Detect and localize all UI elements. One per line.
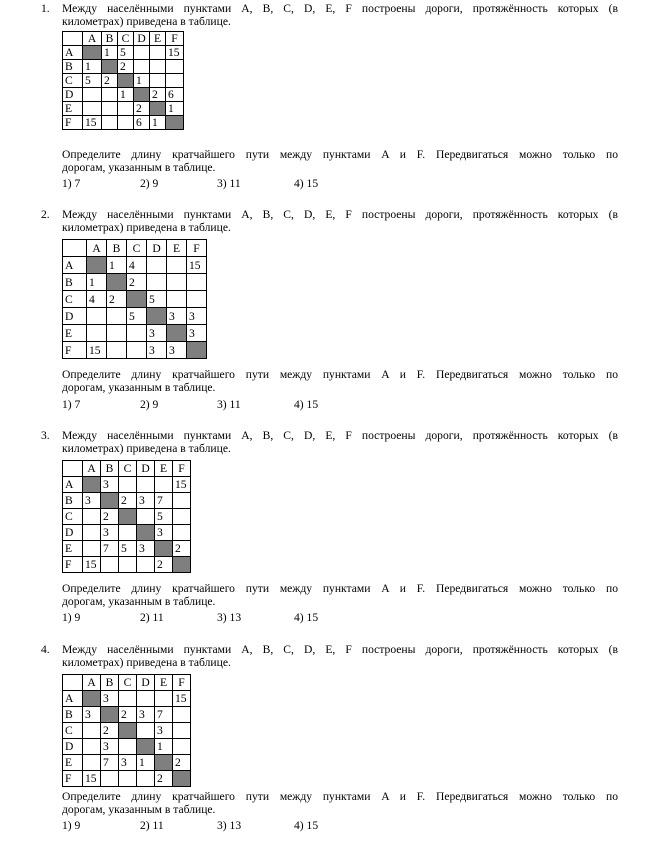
- task-number: 2.: [41, 208, 50, 221]
- table-header-row: [63, 32, 184, 46]
- diagonal-cell: [166, 116, 184, 130]
- distance-cell: 3: [137, 707, 155, 723]
- distance-cell: 3: [147, 325, 167, 342]
- answer-option-2[interactable]: 2) 11: [140, 611, 164, 624]
- distance-cell: [187, 291, 207, 308]
- distance-cell: [150, 60, 166, 74]
- answer-options: [62, 398, 362, 411]
- diagonal-cell: [134, 88, 150, 102]
- question-line: Определите длину кратчайшего пути между пунктами A и F. Передвигаться можно только по: [62, 368, 618, 381]
- column-header: B: [101, 461, 119, 477]
- distance-cell: 3: [187, 308, 207, 325]
- table-row: [63, 739, 191, 755]
- distance-cell: 6: [134, 116, 150, 130]
- column-header: E: [155, 461, 173, 477]
- answer-option-1[interactable]: 1) 9: [62, 819, 81, 832]
- corner-cell: [63, 32, 83, 46]
- column-header: B: [101, 675, 119, 691]
- distance-cell: [127, 325, 147, 342]
- answer-option-4[interactable]: 4) 15: [294, 177, 319, 190]
- question-line: Определите длину кратчайшего пути между пунктами A и F. Передвигаться можно только по: [62, 148, 618, 161]
- distance-table: [62, 460, 191, 573]
- column-header: A: [83, 32, 102, 46]
- column-header: F: [166, 32, 184, 46]
- table-row: [63, 74, 184, 88]
- column-header: F: [187, 240, 207, 257]
- table-row: [63, 525, 191, 541]
- question: [62, 790, 618, 816]
- question-line: дорогам, указанным в таблице.: [62, 161, 216, 174]
- distance-cell: 1: [137, 755, 155, 771]
- row-header: C: [63, 723, 83, 739]
- table-row: [63, 116, 184, 130]
- distance-cell: [118, 102, 134, 116]
- distance-cell: [127, 342, 147, 359]
- distance-cell: 3: [101, 691, 119, 707]
- diagonal-cell: [187, 342, 207, 359]
- task-number: 4.: [41, 643, 50, 656]
- distance-cell: 1: [87, 274, 107, 291]
- column-header: F: [173, 675, 191, 691]
- distance-cell: [166, 60, 184, 74]
- distance-cell: [107, 325, 127, 342]
- distance-cell: [173, 525, 191, 541]
- row-header: B: [63, 707, 83, 723]
- distance-cell: 1: [107, 257, 127, 274]
- table-row: [63, 691, 191, 707]
- diagonal-cell: [173, 557, 191, 573]
- answer-options: [62, 177, 362, 190]
- distance-cell: 1: [83, 60, 102, 74]
- distance-cell: [102, 116, 118, 130]
- distance-cell: 2: [150, 88, 166, 102]
- distance-cell: 3: [167, 308, 187, 325]
- diagonal-cell: [150, 102, 166, 116]
- answer-option-4[interactable]: 4) 15: [294, 819, 319, 832]
- column-header: C: [118, 32, 134, 46]
- distance-cell: 3: [101, 477, 119, 493]
- distance-cell: [137, 509, 155, 525]
- table-header-row: [63, 461, 191, 477]
- distance-table: [62, 239, 207, 359]
- table-row: [63, 557, 191, 573]
- table-row: [63, 707, 191, 723]
- distance-cell: [83, 88, 102, 102]
- diagonal-cell: [101, 493, 119, 509]
- diagonal-cell: [101, 707, 119, 723]
- table-header-row: [63, 675, 191, 691]
- distance-cell: 7: [155, 707, 173, 723]
- distance-cell: [119, 739, 137, 755]
- table-row: [63, 60, 184, 74]
- distance-cell: 3: [137, 493, 155, 509]
- row-header: F: [63, 342, 87, 359]
- distance-cell: 2: [101, 723, 119, 739]
- distance-cell: 1: [155, 739, 173, 755]
- diagonal-cell: [119, 509, 137, 525]
- row-header: D: [63, 525, 83, 541]
- column-header: E: [150, 32, 166, 46]
- distance-cell: 3: [101, 525, 119, 541]
- distance-cell: 3: [101, 739, 119, 755]
- answer-option-4[interactable]: 4) 15: [294, 611, 319, 624]
- table-header-row: [63, 240, 207, 257]
- column-header: D: [137, 461, 155, 477]
- distance-cell: 15: [173, 477, 191, 493]
- table-row: [63, 493, 191, 509]
- distance-cell: 2: [101, 509, 119, 525]
- row-header: C: [63, 509, 83, 525]
- diagonal-cell: [83, 691, 101, 707]
- distance-cell: 5: [147, 291, 167, 308]
- answer-options: [62, 611, 362, 624]
- intro-line: Между населёнными пунктами A, B, C, D, E, F построены дороги, протяжённость которых (в: [62, 429, 618, 442]
- distance-cell: 5: [119, 541, 137, 557]
- diagonal-cell: [83, 477, 101, 493]
- distance-cell: 2: [102, 74, 118, 88]
- distance-cell: [118, 116, 134, 130]
- answer-option-3[interactable]: 3) 11: [217, 177, 241, 190]
- answer-option-3[interactable]: 3) 13: [217, 819, 242, 832]
- diagonal-cell: [102, 60, 118, 74]
- row-header: E: [63, 541, 83, 557]
- task-number: 1.: [41, 2, 50, 15]
- diagonal-cell: [118, 74, 134, 88]
- distance-cell: 15: [187, 257, 207, 274]
- distance-cell: 4: [87, 291, 107, 308]
- distance-cell: [155, 691, 173, 707]
- row-header: A: [63, 46, 83, 60]
- table-row: [63, 477, 191, 493]
- row-header: D: [63, 88, 83, 102]
- answer-option-2[interactable]: 2) 11: [140, 819, 164, 832]
- table-row: [63, 257, 207, 274]
- task-intro: [62, 208, 618, 234]
- question: [62, 582, 618, 608]
- distance-cell: 2: [107, 291, 127, 308]
- table-row: [63, 509, 191, 525]
- distance-cell: [173, 509, 191, 525]
- table-row: [63, 102, 184, 116]
- column-header: C: [119, 461, 137, 477]
- distance-cell: 3: [83, 493, 101, 509]
- intro-line: Между населёнными пунктами A, B, C, D, E, F построены дороги, протяжённость которых (в: [62, 643, 618, 656]
- column-header: C: [119, 675, 137, 691]
- distance-cell: [137, 691, 155, 707]
- diagonal-cell: [155, 541, 173, 557]
- distance-cell: [107, 342, 127, 359]
- answer-option-2[interactable]: 2) 9: [140, 177, 159, 190]
- corner-cell: [63, 240, 87, 257]
- table-row: [63, 771, 191, 787]
- row-header: B: [63, 274, 87, 291]
- distance-cell: 2: [173, 541, 191, 557]
- distance-cell: 1: [134, 74, 150, 88]
- answer-option-1[interactable]: 1) 7: [62, 398, 81, 411]
- distance-cell: 2: [155, 557, 173, 573]
- column-header: D: [134, 32, 150, 46]
- distance-cell: [173, 707, 191, 723]
- intro-line: километрах) приведена в таблице.: [62, 15, 231, 28]
- diagonal-cell: [137, 739, 155, 755]
- column-header: B: [107, 240, 127, 257]
- table-row: [63, 308, 207, 325]
- answer-option-1[interactable]: 1) 7: [62, 177, 81, 190]
- task-intro: [62, 643, 618, 669]
- distance-cell: [119, 557, 137, 573]
- diagonal-cell: [83, 46, 102, 60]
- intro-line: километрах) приведена в таблице.: [62, 442, 231, 455]
- table-row: [63, 342, 207, 359]
- distance-cell: 3: [147, 342, 167, 359]
- column-header: A: [83, 461, 101, 477]
- distance-cell: [83, 102, 102, 116]
- distance-cell: 15: [166, 46, 184, 60]
- column-header: B: [102, 32, 118, 46]
- distance-cell: [150, 74, 166, 88]
- task-intro: [62, 429, 618, 455]
- row-header: C: [63, 74, 83, 88]
- column-header: D: [147, 240, 167, 257]
- distance-cell: [87, 325, 107, 342]
- column-header: E: [155, 675, 173, 691]
- distance-cell: [137, 557, 155, 573]
- task-number: 3.: [41, 429, 50, 442]
- distance-cell: 1: [166, 102, 184, 116]
- distance-cell: [87, 308, 107, 325]
- table-row: [63, 46, 184, 60]
- table-row: [63, 755, 191, 771]
- intro-line: километрах) приведена в таблице.: [62, 221, 231, 234]
- row-header: A: [63, 477, 83, 493]
- answer-option-4[interactable]: 4) 15: [294, 398, 319, 411]
- row-header: A: [63, 691, 83, 707]
- column-header: D: [137, 675, 155, 691]
- diagonal-cell: [107, 274, 127, 291]
- row-header: E: [63, 755, 83, 771]
- distance-cell: 1: [118, 88, 134, 102]
- distance-cell: 15: [83, 116, 102, 130]
- distance-cell: [137, 477, 155, 493]
- table-row: [63, 541, 191, 557]
- diagonal-cell: [173, 771, 191, 787]
- distance-cell: 2: [127, 274, 147, 291]
- corner-cell: [63, 461, 83, 477]
- question-line: дорогам, указанным в таблице.: [62, 803, 216, 816]
- diagonal-cell: [127, 291, 147, 308]
- distance-cell: [119, 771, 137, 787]
- distance-cell: [101, 771, 119, 787]
- distance-cell: 2: [134, 102, 150, 116]
- row-header: E: [63, 102, 83, 116]
- distance-cell: [147, 274, 167, 291]
- distance-cell: [167, 257, 187, 274]
- question: [62, 148, 618, 174]
- distance-cell: [173, 739, 191, 755]
- question-line: дорогам, указанным в таблице.: [62, 381, 216, 394]
- diagonal-cell: [119, 723, 137, 739]
- diagonal-cell: [137, 525, 155, 541]
- distance-cell: [134, 46, 150, 60]
- distance-cell: 3: [137, 541, 155, 557]
- distance-cell: 5: [118, 46, 134, 60]
- distance-cell: [137, 723, 155, 739]
- distance-cell: [155, 477, 173, 493]
- distance-cell: [167, 291, 187, 308]
- diagonal-cell: [167, 325, 187, 342]
- question: [62, 368, 618, 394]
- distance-cell: 3: [187, 325, 207, 342]
- column-header: E: [167, 240, 187, 257]
- task-intro: [62, 2, 618, 28]
- table-row: [63, 291, 207, 308]
- column-header: A: [87, 240, 107, 257]
- distance-cell: 5: [127, 308, 147, 325]
- distance-cell: [119, 477, 137, 493]
- distance-cell: 5: [155, 509, 173, 525]
- distance-cell: [102, 88, 118, 102]
- distance-cell: [83, 509, 101, 525]
- distance-cell: [119, 525, 137, 541]
- question-line: дорогам, указанным в таблице.: [62, 595, 216, 608]
- distance-table: [62, 31, 184, 130]
- diagonal-cell: [155, 755, 173, 771]
- distance-cell: 7: [101, 541, 119, 557]
- distance-cell: [83, 525, 101, 541]
- intro-line: Между населёнными пунктами A, B, C, D, E, F построены дороги, протяжённость которых (в: [62, 208, 618, 221]
- row-header: F: [63, 116, 83, 130]
- table-row: [63, 88, 184, 102]
- column-header: A: [83, 675, 101, 691]
- row-header: F: [63, 557, 83, 573]
- distance-cell: 1: [102, 46, 118, 60]
- question-line: Определите длину кратчайшего пути между пунктами A и F. Передвигаться можно только по: [62, 790, 618, 803]
- answer-option-3[interactable]: 3) 11: [217, 398, 241, 411]
- row-header: B: [63, 60, 83, 74]
- table-row: [63, 325, 207, 342]
- column-header: F: [173, 461, 191, 477]
- distance-cell: [83, 541, 101, 557]
- distance-cell: 7: [101, 755, 119, 771]
- distance-cell: [187, 274, 207, 291]
- table-row: [63, 723, 191, 739]
- answer-option-2[interactable]: 2) 9: [140, 398, 159, 411]
- distance-cell: 5: [83, 74, 102, 88]
- row-header: B: [63, 493, 83, 509]
- distance-cell: 15: [83, 771, 101, 787]
- distance-cell: [83, 755, 101, 771]
- distance-cell: 15: [87, 342, 107, 359]
- distance-cell: 2: [155, 771, 173, 787]
- distance-cell: [134, 60, 150, 74]
- distance-cell: [173, 723, 191, 739]
- row-header: C: [63, 291, 87, 308]
- row-header: F: [63, 771, 83, 787]
- row-header: A: [63, 257, 87, 274]
- answer-option-1[interactable]: 1) 9: [62, 611, 81, 624]
- answer-option-3[interactable]: 3) 13: [217, 611, 242, 624]
- distance-cell: 2: [118, 60, 134, 74]
- distance-cell: [166, 74, 184, 88]
- distance-cell: 3: [119, 755, 137, 771]
- distance-cell: [137, 771, 155, 787]
- table-row: [63, 274, 207, 291]
- answer-options: [62, 819, 362, 832]
- intro-line: Между населёнными пунктами A, B, C, D, E, F построены дороги, протяжённость которых (в: [62, 2, 618, 15]
- column-header: C: [127, 240, 147, 257]
- distance-cell: 15: [83, 557, 101, 573]
- distance-cell: [167, 274, 187, 291]
- distance-cell: 1: [150, 116, 166, 130]
- distance-cell: [119, 691, 137, 707]
- distance-table: [62, 674, 191, 787]
- intro-line: километрах) приведена в таблице.: [62, 656, 231, 669]
- distance-cell: [173, 493, 191, 509]
- distance-cell: 2: [119, 493, 137, 509]
- distance-cell: 3: [167, 342, 187, 359]
- distance-cell: 15: [173, 691, 191, 707]
- diagonal-cell: [87, 257, 107, 274]
- distance-cell: 3: [83, 707, 101, 723]
- distance-cell: [102, 102, 118, 116]
- distance-cell: 7: [155, 493, 173, 509]
- distance-cell: [150, 46, 166, 60]
- distance-cell: [83, 739, 101, 755]
- distance-cell: 4: [127, 257, 147, 274]
- distance-cell: [107, 308, 127, 325]
- row-header: D: [63, 308, 87, 325]
- distance-cell: [147, 257, 167, 274]
- diagonal-cell: [147, 308, 167, 325]
- row-header: E: [63, 325, 87, 342]
- distance-cell: 3: [155, 723, 173, 739]
- distance-cell: 2: [173, 755, 191, 771]
- distance-cell: 2: [119, 707, 137, 723]
- distance-cell: 3: [155, 525, 173, 541]
- question-line: Определите длину кратчайшего пути между пунктами A и F. Передвигаться можно только по: [62, 582, 618, 595]
- distance-cell: [83, 723, 101, 739]
- corner-cell: [63, 675, 83, 691]
- distance-cell: 6: [166, 88, 184, 102]
- row-header: D: [63, 739, 83, 755]
- distance-cell: [101, 557, 119, 573]
